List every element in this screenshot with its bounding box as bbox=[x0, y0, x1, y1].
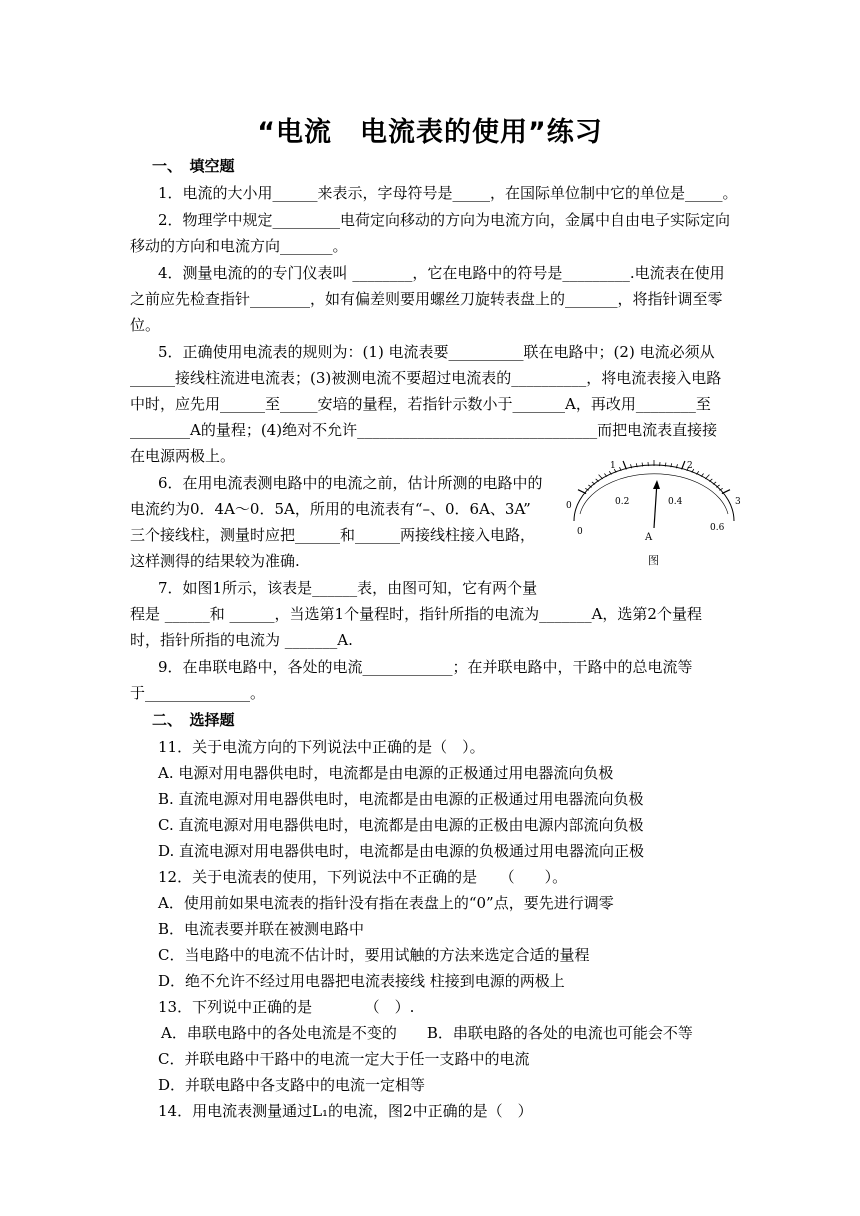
meter-unit: A bbox=[645, 532, 653, 543]
question-line: 在电源两极上。 bbox=[130, 447, 236, 465]
question-line: 13．下列说中正确的是 （ ）. bbox=[158, 998, 415, 1016]
section-heading-fill-in: 一、 填空题 bbox=[152, 157, 235, 175]
outer-label-0: 0 bbox=[566, 501, 572, 511]
question-line: 三个接线柱，测量时应把______和______两接线柱接入电路， bbox=[130, 526, 536, 544]
option-line: C．并联电路中干路中的电流一定大于任一支路中的电流 bbox=[158, 1050, 530, 1068]
page-title: “电流 电流表的使用”练习 bbox=[257, 117, 603, 148]
question-line: 11．关于电流方向的下列说法中正确的是（ ）。 bbox=[158, 738, 485, 756]
meter-needle-tip bbox=[653, 480, 660, 489]
option-line: D．并联电路中各支路中的电流一定相等 bbox=[158, 1076, 426, 1094]
outer-label-3: 3 bbox=[735, 497, 741, 507]
question-line: 6．在用电流表测电路中的电流之前，估计所测的电路中的 bbox=[158, 474, 543, 492]
question-line: 位。 bbox=[130, 316, 161, 334]
question-line: 电流约为0．4A～0．5A，所用的电流表有“–、0．6A、3A” bbox=[130, 500, 531, 518]
inner-label-0: 0 bbox=[577, 527, 583, 537]
option-line: D．绝不允许不经过用电器把电流表接线 柱接到电源的两极上 bbox=[158, 972, 565, 990]
option-line: C. 直流电源对用电器供电时，电流都是由电源的正极由电源内部流向负极 bbox=[158, 816, 644, 834]
question-line: ________A的量程；(4)绝对不允许________________________________而把电流表直接接 bbox=[130, 421, 718, 439]
question-line: 移动的方向和电流方向_______。 bbox=[130, 237, 348, 255]
question-line: 14．用电流表测量通过L₁的电流，图2中正确的是（ ） bbox=[158, 1102, 533, 1120]
option-line: A．串联电路中的各处电流是不变的 B．串联电路的各处的电流也可能会不等 bbox=[161, 1024, 693, 1042]
ammeter-figure bbox=[560, 456, 745, 566]
inner-label-2: 0.4 bbox=[668, 497, 683, 507]
question-line: 1．电流的大小用______来表示，字母符号是_____，在国际单位制中它的单位是_____。 bbox=[158, 184, 738, 202]
question-line: 2．物理学中规定_________电荷定向移动的方向为电流方向，金属中自由电子实际定向 bbox=[158, 211, 731, 229]
question-line: 这样测得的结果较为准确. bbox=[130, 552, 300, 570]
inner-label-1: 0.2 bbox=[615, 497, 630, 507]
option-line: B．电流表要并联在被测电路中 bbox=[158, 920, 365, 938]
meter-inner-arc bbox=[574, 465, 734, 521]
question-line: 5．正确使用电流表的规则为：(1) 电流表要__________联在电路中；(2) 电流必须从 bbox=[158, 343, 715, 361]
meter-scale-arc bbox=[580, 474, 728, 514]
question-line: 12．关于电流表的使用，下列说法中不正确的是 （ ）。 bbox=[158, 868, 568, 886]
question-line: 4．测量电流的的专门仪表叫 ________，它在电路中的符号是_________.电流表在使用 bbox=[158, 264, 725, 282]
option-line: D. 直流电源对用电器供电时，电流都是由电源的负极通过用电器流向正极 bbox=[158, 842, 645, 860]
question-line: 时，指针所指的电流为 _______A. bbox=[130, 631, 353, 649]
question-line: ______接线柱流进电流表；(3)被测电流不要超过电流表的__________，将电流表接入电路 bbox=[130, 369, 722, 387]
question-line: 程是 ______和 ______，当选第1个量程时，指针所指的电流为_______A，选第2个量程 bbox=[130, 605, 702, 623]
figure-caption: 图 bbox=[648, 554, 659, 566]
question-line: 7．如图1所示，该表是______表，由图可知，它有两个量 bbox=[158, 579, 538, 597]
question-line: 9．在串联电路中，各处的电流____________；在并联电路中，干路中的总电流等 bbox=[158, 658, 693, 676]
inner-label-3: 0.6 bbox=[710, 523, 725, 533]
option-line: A．使用前如果电流表的指针没有指在表盘上的“0”点，要先进行调零 bbox=[158, 894, 614, 912]
outer-label-1: 1 bbox=[610, 461, 616, 471]
option-line: B. 直流电源对用电器供电时，电流都是由电源的正极通过用电器流向负极 bbox=[158, 790, 644, 808]
question-line: 中时，应先用______至_____安培的量程，若指针示数小于_______A，再改用________至 bbox=[130, 395, 711, 413]
option-line: C．当电路中的电流不估计时，要用试触的方法来选定合适的量程 bbox=[158, 946, 590, 964]
question-line: 之前应先检查指针________，如有偏差则要用螺丝刀旋转表盘上的_______，将指针调至零 bbox=[130, 290, 723, 308]
option-line: A. 电源对用电器供电时，电流都是由电源的正极通过用电器流向负极 bbox=[158, 764, 614, 782]
section-heading-choice: 二、 选择题 bbox=[152, 711, 235, 729]
outer-label-2: 2 bbox=[687, 461, 693, 471]
question-line: 于______________。 bbox=[130, 684, 266, 702]
